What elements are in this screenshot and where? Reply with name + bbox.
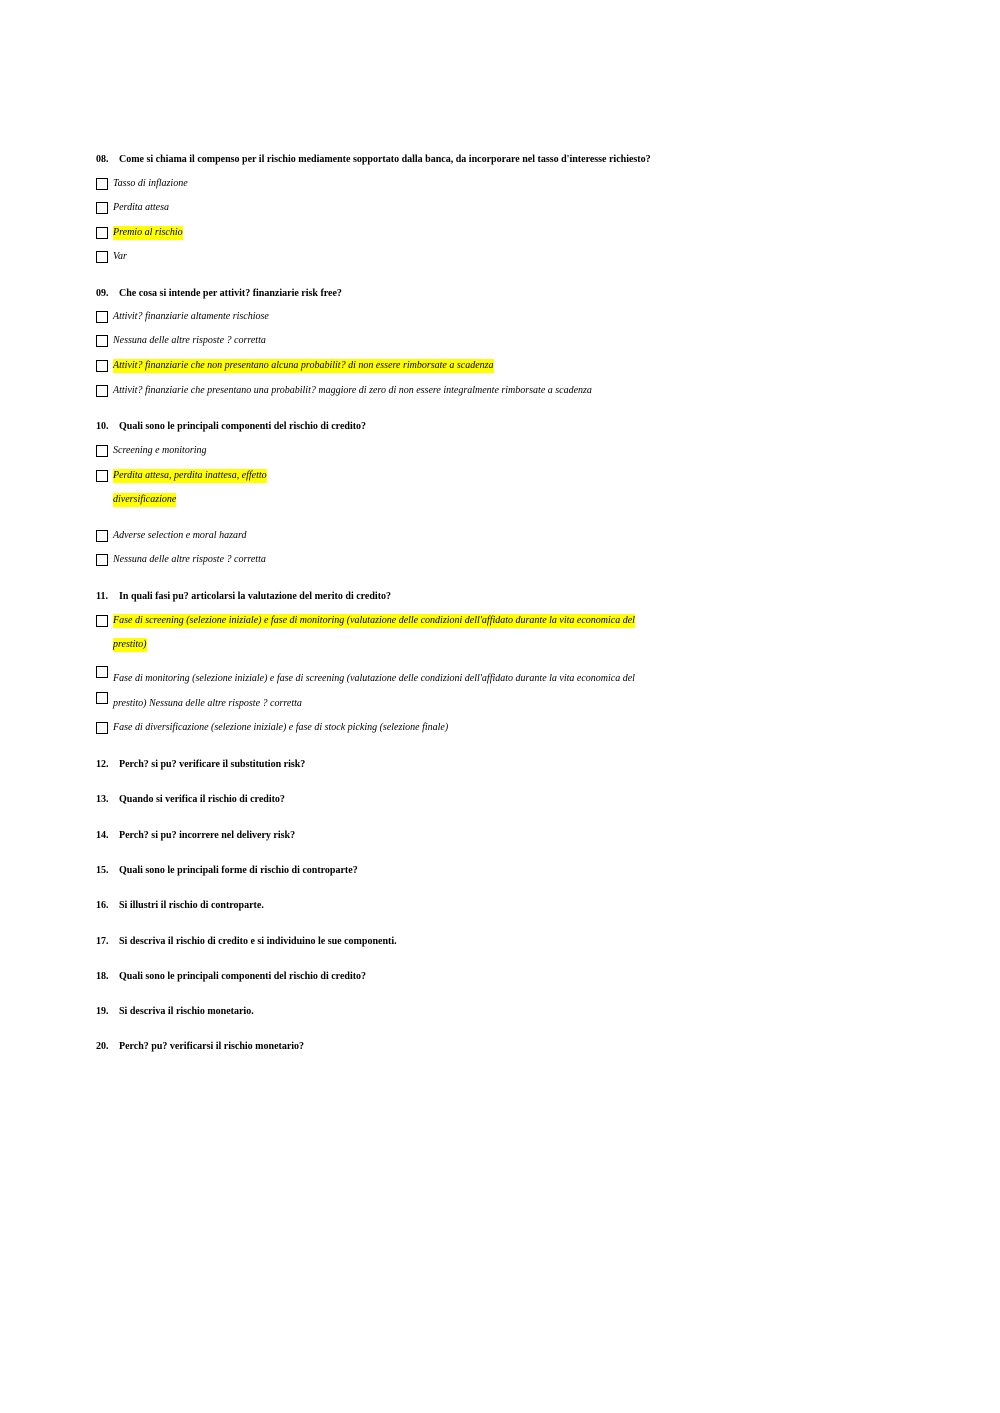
answer-text: Attivit? finanziarie che presentano una probabilit? maggiore di zero di non essere integralmente rimborsate a scadenza [113,385,592,396]
question-number: 16. [96,900,109,911]
answer-text-highlighted: Fase di screening (selezione iniziale) e fase di monitoring (valutazione delle condizioni dell'affidato durante la vita economica del [113,615,635,626]
checkbox[interactable] [96,178,108,190]
checkbox[interactable] [96,360,108,372]
checkbox[interactable] [96,615,108,627]
answer-text: Fase di monitoring (selezione iniziale) e fase di screening (valutazione delle condizioni dell'affidato durante la vita economica del [113,673,635,684]
question-number: 11. [96,591,108,602]
question-text: Che cosa si intende per attivit? finanziarie risk free? [119,288,342,299]
checkbox[interactable] [96,335,108,347]
checkbox[interactable] [96,470,108,482]
checkbox[interactable] [96,202,108,214]
checkbox[interactable] [96,530,108,542]
question-number: 19. [96,1006,109,1017]
question-18 [96,971,366,982]
question-number: 15. [96,865,109,876]
question-text: Quali sono le principali forme di rischio di controparte? [119,865,358,876]
question-text: Si descriva il rischio di credito e si individuino le sue componenti. [119,936,397,947]
question-19 [96,1006,254,1017]
question-11 [96,591,391,602]
question-number: 12. [96,759,109,770]
answer-text: Nessuna delle altre risposte ? corretta [113,335,266,346]
question-number: 09. [96,288,109,299]
answer-text: Attivit? finanziarie altamente rischiose [113,311,269,322]
question-text: In quali fasi pu? articolarsi la valutazione del merito di credito? [119,591,392,602]
checkbox[interactable] [96,445,108,457]
question-13 [96,794,285,805]
checkbox[interactable] [96,385,108,397]
question-text: Perch? si pu? verificare il substitution risk? [119,759,306,770]
answer-text: Tasso di inflazione [113,178,188,189]
question-number: 18. [96,971,109,982]
question-text: Si illustri il rischio di controparte. [119,900,264,911]
question-number: 17. [96,936,109,947]
question-text: Quali sono le principali componenti del rischio di credito? [119,971,367,982]
question-number: 08. [96,154,109,165]
answer-text: prestito) Nessuna delle altre risposte ? corretta [113,698,302,709]
question-12 [96,759,305,770]
answer-text: Nessuna delle altre risposte ? corretta [113,554,266,565]
question-text: Perch? pu? verificarsi il rischio monetario? [119,1041,305,1052]
question-text: Si descriva il rischio monetario. [119,1006,254,1017]
answer-text-highlighted: prestito) [113,639,147,650]
question-17 [96,936,397,947]
answer-text: Adverse selection e moral hazard [113,530,247,541]
answer-text: Screening e monitoring [113,445,207,456]
question-15 [96,865,358,876]
question-8 [96,154,651,165]
question-number: 13. [96,794,109,805]
checkbox[interactable] [96,666,108,678]
question-20 [96,1041,304,1052]
checkbox[interactable] [96,251,108,263]
question-16 [96,900,264,911]
answer-text-highlighted: Premio al rischio [113,227,183,238]
question-text: Quando si verifica il rischio di credito? [119,794,285,805]
checkbox[interactable] [96,692,108,704]
answer-text-highlighted: diversificazione [113,494,177,505]
answer-text: Var [113,251,127,262]
question-text: Perch? si pu? incorrere nel delivery risk? [119,830,296,841]
question-text: Come si chiama il compenso per il rischio mediamente sopportato dalla banca, da incorporare nel tasso d'interesse richiesto? [119,154,651,165]
question-number: 14. [96,830,109,841]
question-number: 10. [96,421,109,432]
checkbox[interactable] [96,722,108,734]
question-14 [96,830,295,841]
question-10 [96,421,366,432]
answer-text-highlighted: Perdita attesa, perdita inattesa, effetto [113,470,267,481]
answer-text-highlighted: Attivit? finanziarie che non presentano alcuna probabilit? di non essere rimborsate a scadenza [113,360,494,371]
question-text: Quali sono le principali componenti del rischio di credito? [119,421,367,432]
checkbox[interactable] [96,311,108,323]
answer-text: Fase di diversificazione (selezione iniziale) e fase di stock picking (selezione finale) [113,722,449,733]
checkbox[interactable] [96,227,108,239]
checkbox[interactable] [96,554,108,566]
question-9 [96,288,342,299]
question-number: 20. [96,1041,109,1052]
answer-text: Perdita attesa [113,202,170,213]
